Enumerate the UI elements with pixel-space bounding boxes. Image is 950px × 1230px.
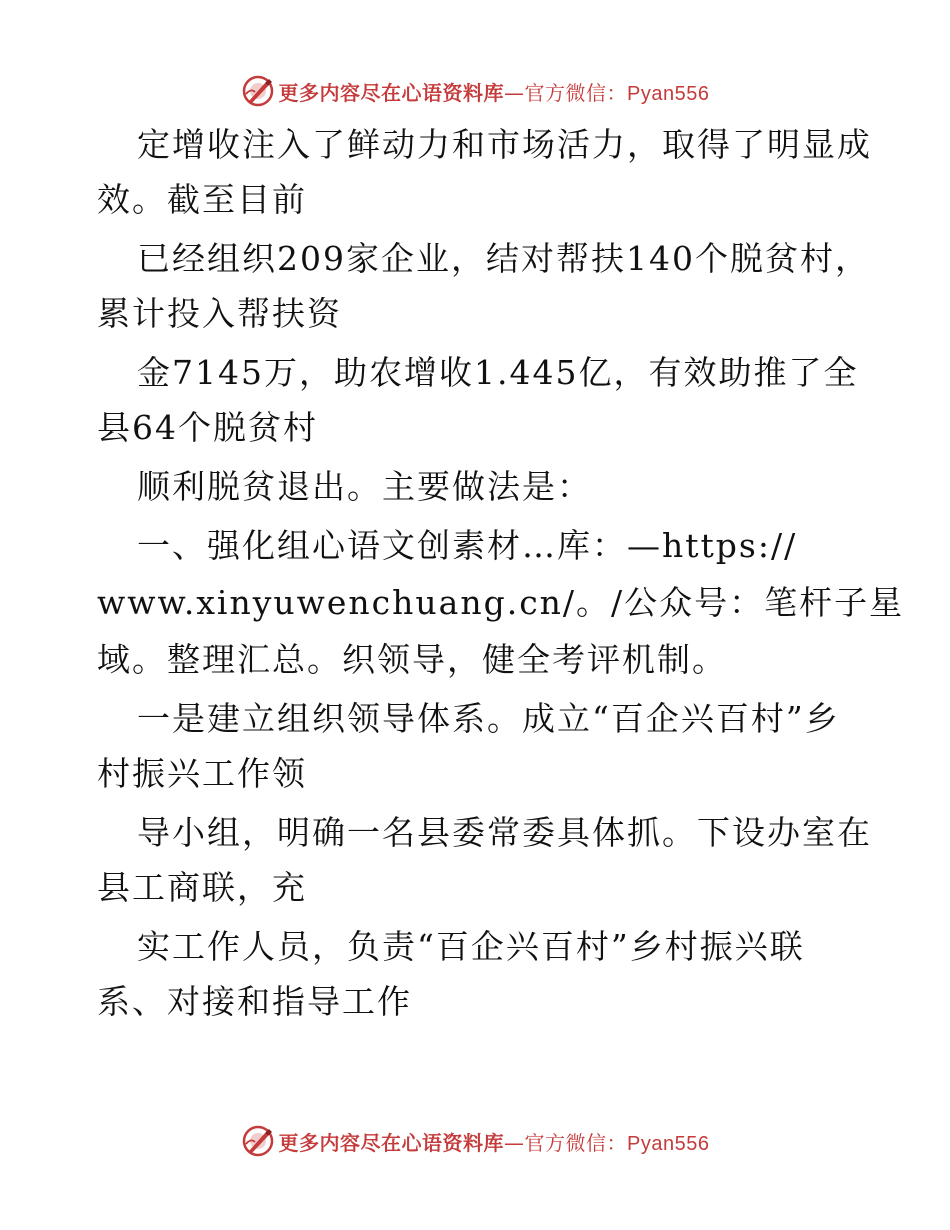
- body-line: 县工商联，充: [97, 868, 307, 907]
- body-line: 一、强化组心语文创素材…库：—https://: [137, 526, 798, 565]
- footer-watermark: [0, 1121, 950, 1161]
- body-line: 定增收注入了鲜动力和市场活力，取得了明显成: [137, 125, 872, 164]
- watermark-text: [279, 77, 710, 106]
- watermark-sub: 官方微信：: [524, 80, 628, 105]
- watermark-handle: Pyan556: [627, 82, 710, 105]
- body-line: 村振兴工作领: [97, 754, 307, 793]
- watermark-dash: —: [504, 80, 525, 105]
- watermark-sub: 官方微信：: [524, 1130, 628, 1155]
- watermark-main: 更多内容尽在心语资料库: [278, 1130, 505, 1155]
- body-line: 县64个脱贫村: [97, 408, 318, 447]
- watermark-text: [279, 1127, 710, 1156]
- body-line: 已经组织209家企业，结对帮扶140个脱贫村，: [137, 239, 870, 278]
- body-line: 系、对接和指导工作: [97, 982, 412, 1021]
- body-line: 域。整理汇总。织领导，健全考评机制。: [97, 640, 727, 679]
- body-line: 累计投入帮扶资: [97, 294, 342, 333]
- watermark-dash: —: [504, 1130, 525, 1155]
- body-line: 导小组，明确一名县委常委具体抓。下设办室在: [137, 813, 872, 852]
- document-body: [97, 120, 905, 1021]
- body-line: 金7145万，助农增收1.445亿，有效助推了全: [137, 353, 859, 392]
- body-line: 效。截至目前: [97, 180, 307, 219]
- header-watermark: [0, 71, 950, 111]
- body-line: 实工作人员，负责“百企兴百村”乡村振兴联: [137, 927, 805, 966]
- watermark-handle: Pyan556: [627, 1132, 710, 1155]
- pen-logo-icon: [241, 74, 275, 108]
- pen-logo-icon: [241, 1124, 275, 1158]
- body-line: www.xinyuwenchuang.cn/。/公众号：笔杆子星: [97, 583, 905, 622]
- body-line: 顺利脱贫退出。主要做法是：: [137, 467, 592, 506]
- body-line: 一是建立组织领导体系。成立“百企兴百村”乡: [137, 699, 840, 738]
- watermark-main: 更多内容尽在心语资料库: [278, 80, 505, 105]
